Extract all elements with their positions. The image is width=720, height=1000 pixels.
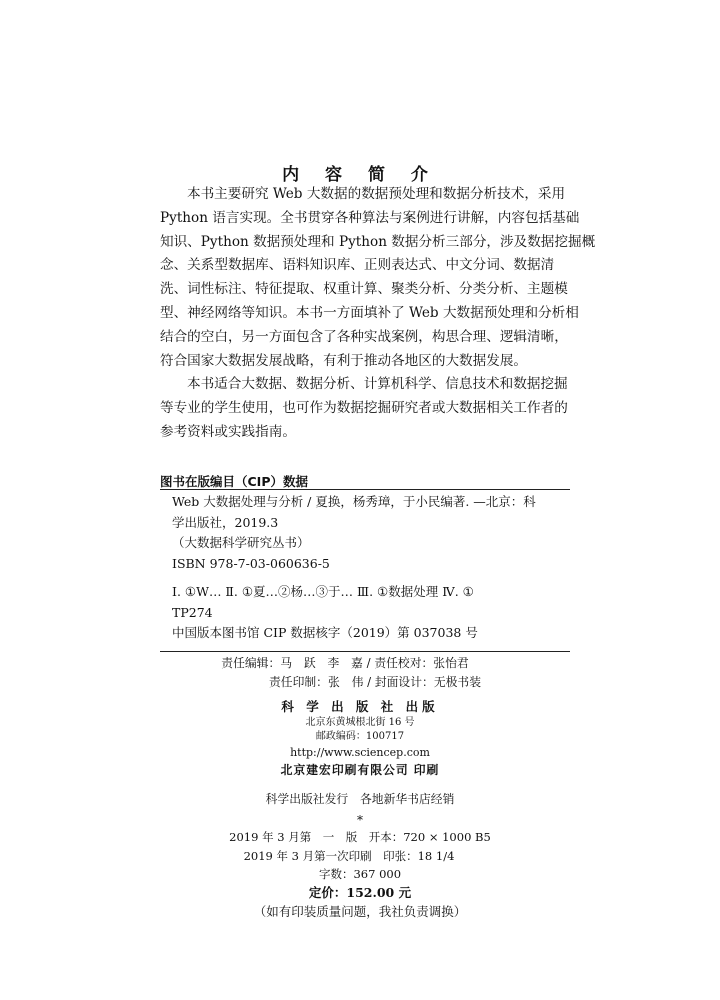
summary-line: 本书适合大数据、数据分析、计算机科学、信息技术和数据挖掘 <box>187 376 568 392</box>
summary-line: Python 语言实现。全书贯穿各种算法与案例进行讲解，内容包括基础 <box>160 209 580 226</box>
edition-block <box>0 828 720 922</box>
editors-line: 责任编辑：马 跃 李 嘉 / 责任校对：张怡君 <box>221 656 469 670</box>
publisher-block <box>0 697 720 780</box>
cip-line: Ⅰ. ①W… Ⅱ. ①夏…②杨…③于… Ⅲ. ①数据处理 Ⅳ. ① <box>172 584 474 599</box>
summary-line: 参考资料或实践指南。 <box>160 423 296 440</box>
cip-bottom-rule <box>160 651 570 652</box>
summary-line: 符合国家大数据发展战略，有利于推动各地区的大数据发展。 <box>160 352 528 369</box>
summary-line: 知识、Python 数据预处理和 Python 数据分析三部分，涉及数据挖掘概 <box>160 233 596 250</box>
summary-line: 结合的空白，另一方面包含了各种实战案例，构思合理、逻辑清晰， <box>160 328 568 345</box>
cip-heading: 图书在版编目（CIP）数据 <box>160 474 308 489</box>
summary-line: 本书主要研究 Web 大数据的数据预处理和数据分析技术，采用 <box>187 186 566 202</box>
summary-line: 洗、词性标注、特征提取、权重计算、聚类分析、分类分析、主题模 <box>160 281 568 298</box>
cip-line: ISBN 978-7-03-060636-5 <box>172 555 330 571</box>
page-title: 内 容 简 介 <box>282 165 438 185</box>
cip-line: Web 大数据处理与分析 / 夏换，杨秀璋，于小民编著. —北京：科 <box>172 494 536 509</box>
cip-record <box>172 492 570 644</box>
quality-notice: （如有印装质量问题，我社负责调换） <box>253 904 467 919</box>
cip-line: （大数据科学研究丛书） <box>172 535 310 550</box>
website-url: http://www.sciencep.com <box>290 746 430 759</box>
impression-line: 2019 年 3 月第一次印刷 印张：18 1/4 <box>243 848 455 863</box>
printing-design-line: 责任印制：张 伟 / 封面设计：无极书装 <box>268 675 482 689</box>
cip-line: TP274 <box>172 604 213 620</box>
price-line: 定价：152.00 元 <box>308 884 412 900</box>
summary-paragraph-1 <box>160 183 596 373</box>
postcode-line: 邮政编码：100717 <box>315 731 405 742</box>
summary-line: 念、关系型数据库、语料知识库、正则表达式、中文分词、数据清 <box>160 257 555 274</box>
cip-top-rule <box>160 489 570 490</box>
edition-line: 2019 年 3 月第 一 版 开本：720 × 1000 B5 <box>229 830 491 844</box>
printer-line: 北京建宏印刷有限公司 印刷 <box>280 763 440 777</box>
responsibility-credits <box>0 654 720 692</box>
cip-spacer <box>172 574 570 582</box>
distribution-block <box>0 790 720 831</box>
cip-line: 学出版社，2019.3 <box>172 514 279 530</box>
distribution-line: 科学出版社发行 各地新华书店经销 <box>265 792 455 806</box>
separator-star: * <box>357 813 363 827</box>
wordcount-line: 字数：367 000 <box>318 867 402 881</box>
summary-paragraph-2 <box>160 373 570 444</box>
cip-line: 中国版本图书馆 CIP 数据核字（2019）第 037038 号 <box>172 625 478 640</box>
address-line: 北京东黄城根北街 16 号 <box>305 717 415 728</box>
summary-line: 型、神经网络等知识。本书一方面填补了 Web 大数据预处理和分析相 <box>160 304 579 321</box>
summary-line: 等专业的学生使用，也可作为数据挖掘研究者或大数据相关工作者的 <box>160 399 568 416</box>
publisher-line: 科 学 出 版 社 出版 <box>281 699 439 714</box>
